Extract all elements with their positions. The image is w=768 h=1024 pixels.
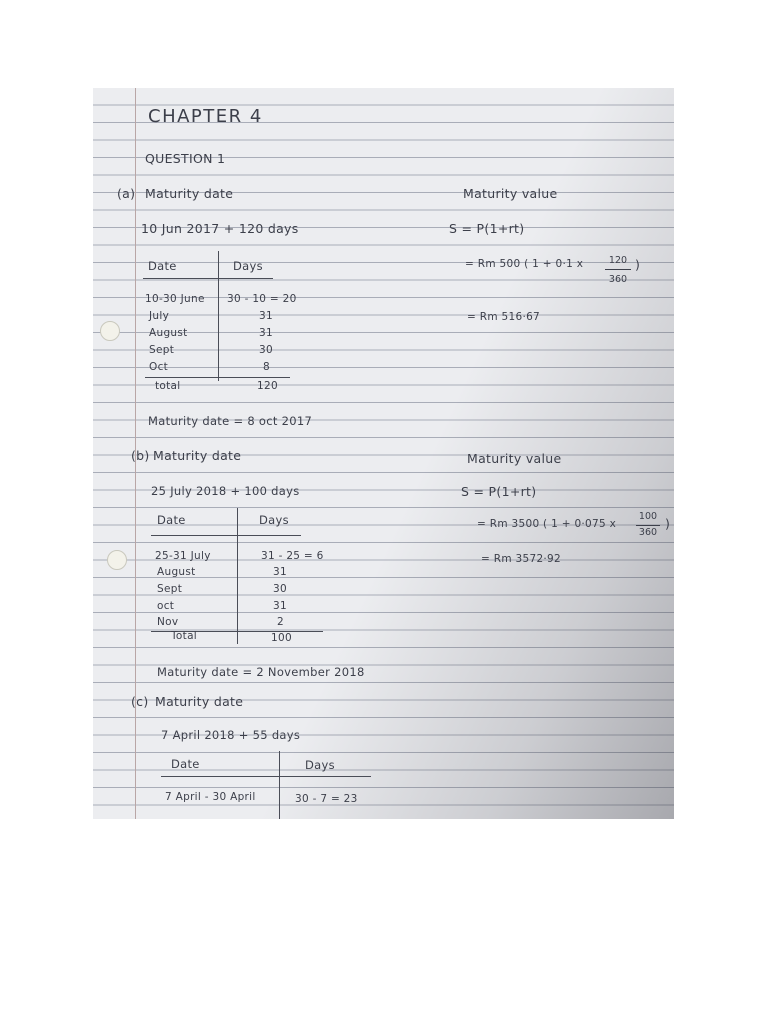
part-b-frac-den: 360 xyxy=(638,527,658,538)
part-b-calc: = Rm 3500 ( 1 + 0·075 x xyxy=(477,518,617,530)
part-c-col-date: Date xyxy=(171,757,200,771)
part-b-row-days: 2 xyxy=(277,616,284,628)
part-a-row-days: 8 xyxy=(263,361,270,373)
table-rule xyxy=(161,776,371,777)
part-a-label: (a) xyxy=(117,186,136,201)
table-rule xyxy=(145,377,290,378)
table-divider xyxy=(279,751,280,819)
fraction-bar xyxy=(636,525,660,526)
part-a-calc-close: ) xyxy=(635,257,641,272)
part-a-result: Maturity date = 8 oct 2017 xyxy=(148,414,313,428)
part-b-row-days: 30 xyxy=(273,583,287,595)
part-b-total-label: Total xyxy=(171,630,198,642)
part-b-row-date: oct xyxy=(157,600,175,612)
part-a-row-days: 31 xyxy=(259,310,273,322)
part-b-row-days: 31 xyxy=(273,566,287,578)
part-a-row-days: 30 xyxy=(259,344,273,356)
part-b-mv-heading: Maturity value xyxy=(467,451,562,466)
part-b-label: (b) xyxy=(131,448,150,463)
part-a-row-date: 10-30 June xyxy=(145,293,205,305)
part-a-col-date: Date xyxy=(148,259,177,273)
part-a-formula: S = P(1+rt) xyxy=(449,221,525,236)
part-a-row-date: Oct xyxy=(149,361,169,373)
part-b-result: Maturity date = 2 November 2018 xyxy=(157,665,365,679)
part-a-heading: Maturity date xyxy=(145,186,234,201)
part-b-row-date: Nov xyxy=(157,616,179,628)
table-divider xyxy=(218,251,219,381)
part-a-row-date: July xyxy=(149,310,170,322)
part-b-frac-num: 100 xyxy=(638,511,658,522)
part-b-row-date: 25-31 July xyxy=(155,550,211,562)
table-divider xyxy=(237,508,238,644)
part-a-total-label: total xyxy=(155,380,181,392)
part-a-start: 10 Jun 2017 + 120 days xyxy=(141,221,299,236)
part-b-row-date: August xyxy=(157,566,196,578)
part-a-calc: = Rm 500 ( 1 + 0·1 x xyxy=(465,258,584,270)
part-c-label: (c) xyxy=(131,694,149,709)
part-a-frac-den: 360 xyxy=(608,274,628,285)
chapter-title: CHAPTER 4 xyxy=(148,106,263,127)
binder-hole xyxy=(100,321,120,341)
table-rule xyxy=(143,278,273,279)
notebook-page xyxy=(93,88,674,819)
part-c-row-days: 30 - 7 = 23 xyxy=(295,793,358,805)
part-a-col-days: Days xyxy=(233,259,263,273)
part-a-frac-num: 120 xyxy=(608,255,628,266)
part-c-row-date: 7 April - 30 April xyxy=(165,791,256,803)
part-a-row-days: 31 xyxy=(259,327,273,339)
part-b-total-value: 100 xyxy=(271,632,292,644)
binder-hole xyxy=(107,550,127,570)
table-rule xyxy=(151,535,301,536)
part-a-total-value: 120 xyxy=(257,380,278,392)
part-a-row-days: 30 - 10 = 20 xyxy=(227,293,297,305)
question-title: QUESTION 1 xyxy=(145,151,226,166)
part-c-start: 7 April 2018 + 55 days xyxy=(161,728,301,742)
part-a-mv-heading: Maturity value xyxy=(463,186,558,201)
part-b-col-date: Date xyxy=(157,513,186,527)
part-b-row-days: 31 xyxy=(273,600,287,612)
fraction-bar xyxy=(605,269,631,270)
part-b-row-date: Sept xyxy=(157,583,183,595)
part-a-row-date: Sept xyxy=(149,344,175,356)
part-c-heading: Maturity date xyxy=(155,694,244,709)
part-b-col-days: Days xyxy=(259,513,289,527)
part-b-heading: Maturity date xyxy=(153,448,242,463)
part-b-formula: S = P(1+rt) xyxy=(461,484,537,499)
part-b-answer: = Rm 3572·92 xyxy=(481,553,562,565)
part-b-row-days: 31 - 25 = 6 xyxy=(261,550,324,562)
part-b-start: 25 July 2018 + 100 days xyxy=(151,484,300,498)
part-b-calc-close: ) xyxy=(665,516,671,531)
part-a-answer: = Rm 516·67 xyxy=(467,311,541,323)
part-c-col-days: Days xyxy=(305,758,335,772)
part-a-row-date: August xyxy=(149,327,188,339)
